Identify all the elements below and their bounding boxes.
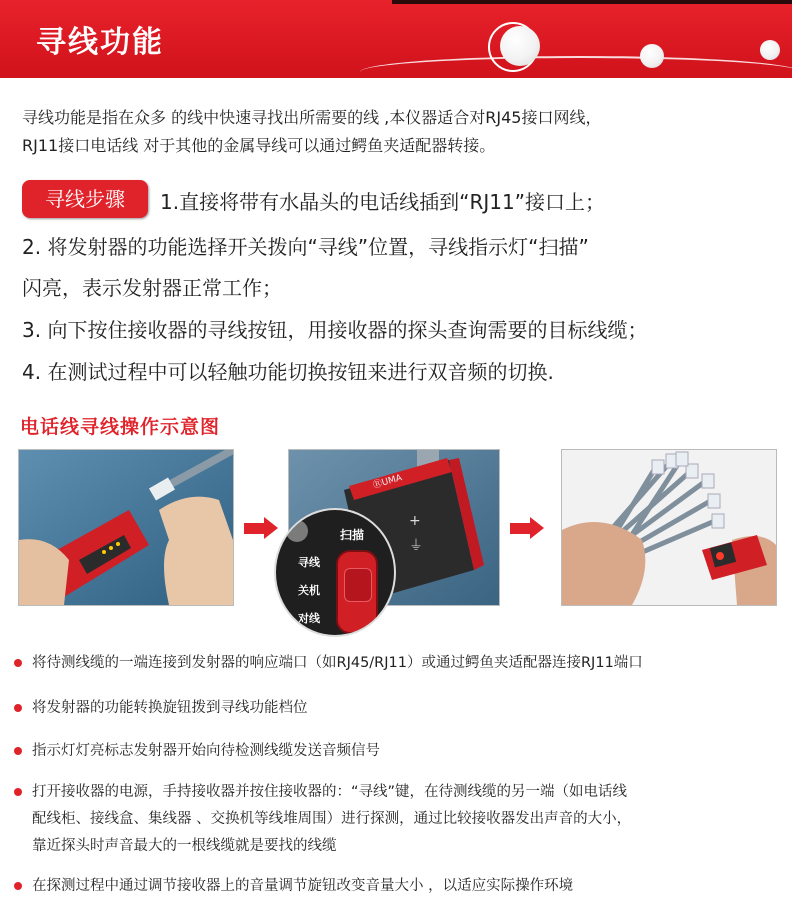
list-item-text: 将待测线缆的一端连接到发射器的响应端口（如RJ45/RJ11）或通过鳄鱼夹适配器连接RJ11端口 [32,655,643,671]
step-4: 4. 在测试过程中可以轻触功能切换按钮来进行双音频的切换. [22,360,554,384]
switch-label-pair: 对线 [298,612,320,625]
list-item-text-continued: 靠近探头时声音最大的一根线缆就是要找的线缆 [32,838,337,854]
bullet-dot-icon [14,659,22,667]
list-item-text: 打开接收器的电源，手持接收器并按住接收器的：“寻线”键，在待测线缆的另一端（如电话线 [32,784,628,800]
bullet-dot-icon [14,704,22,712]
intro-line-1: 寻线功能是指在众多 的线中快速寻找出所需要的线 ,本仪器适合对RJ45接口网线， [22,108,602,127]
step-1: 1.直接将带有水晶头的电话线插到“RJ11”接口上； [160,190,606,214]
photo-3-illustration [562,450,776,605]
list-item-text: 将发射器的功能转换旋钮拨到寻线功能档位 [32,700,308,716]
device-ground-symbol: ⏚ [409,538,423,554]
banner-bubble-small [760,40,780,60]
function-switch-knob [344,568,372,602]
banner-bubble-medium [640,44,664,68]
step-2-continued: 闪亮，表示发射器正常工作； [22,276,282,300]
switch-button-icon [286,520,308,542]
function-switch [336,550,378,634]
photo-1-illustration [19,450,233,605]
intro-line-2: RJ11接口电话线 对于其他的金属导线可以通过鳄鱼夹适配器转接。 [22,136,496,155]
header-banner [0,0,792,78]
photo-probe-cables [561,449,777,606]
list-item [14,695,784,722]
bullet-dot-icon [14,882,22,890]
switch-label-find: 寻线 [298,556,320,569]
diagram-title: 电话线寻线操作示意图 [20,416,221,438]
device-plus-symbol: + [409,513,421,529]
banner-wave-decoration [360,56,792,78]
intro-paragraph [22,104,782,160]
switch-zoom-circle [274,508,396,637]
list-item [14,873,784,900]
page-title: 寻线功能 [36,25,164,60]
step-2: 2. 将发射器的功能选择开关拨向“寻线”位置，寻线指示灯“扫描” [22,235,589,259]
device-brand-text: ⓇUMA [372,473,404,491]
switch-label-off: 关机 [298,584,320,597]
bullet-dot-icon [14,788,22,796]
list-item-text: 在探测过程中通过调节接收器上的音量调节旋钮改变音量大小 ，以适应实际操作环境 [32,878,574,894]
banner-bubble-large [500,26,540,66]
switch-label-scan: 扫描 [340,528,365,542]
photo-plug-connector [18,449,234,606]
list-item [14,650,784,677]
step-3: 3. 向下按住接收器的寻线按钮，用接收器的探头查询需要的目标线缆； [22,318,648,342]
list-item-text-continued: 配线柜、接线盒、集线器 、交换机等线堆周围）进行探测，通过比较接收器发出声音的大小， [32,811,632,827]
list-item [14,779,784,860]
list-item [14,738,784,765]
list-item-text: 指示灯灯亮标志发射器开始向待检测线缆发送音频信号 [32,743,380,759]
banner-top-line [392,0,792,4]
steps-badge: 寻线步骤 [22,180,148,218]
bullet-dot-icon [14,747,22,755]
